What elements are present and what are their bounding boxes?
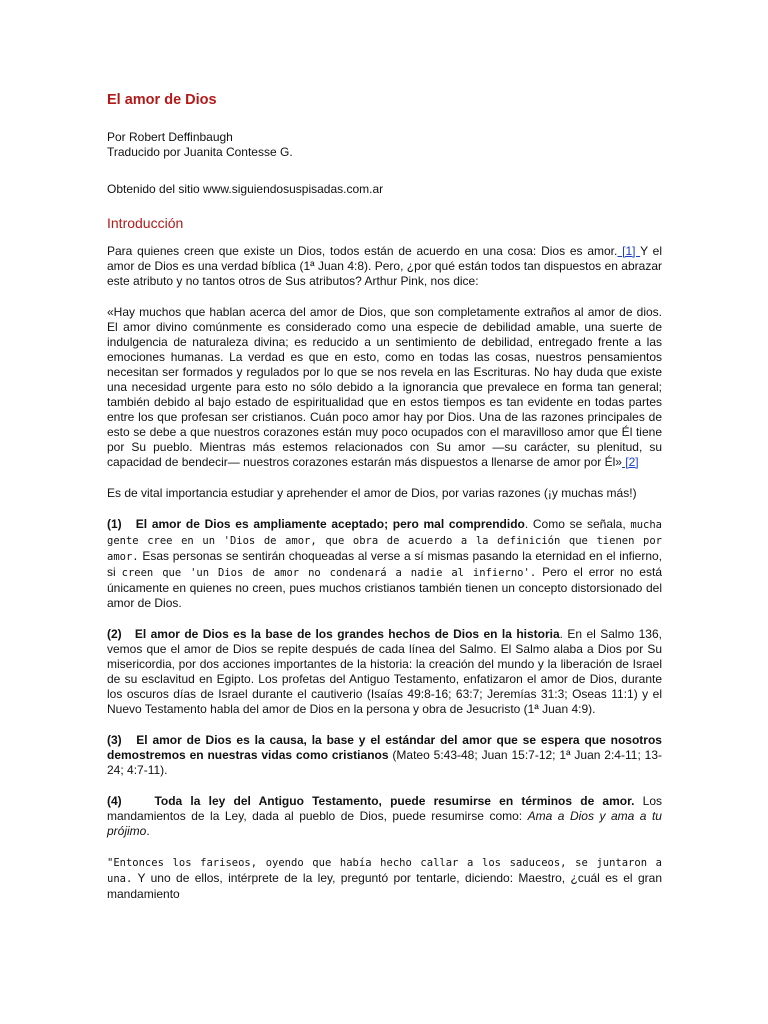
point-4-end: .	[146, 824, 150, 838]
translator-line: Traducido por Juanita Contesse G.	[107, 145, 293, 159]
point-4-italic: Ama a Dios y ama a tu prójimo	[107, 809, 662, 838]
point-2-text: . En el Salmo 136, vemos que el amor de Dios se repite después de cada línea del Salmo. El Salmo alaba a Dios por Su misericordia, por dos acciones importantes de la historia: la creación del mundo y la liberación de Israel de su esclavitud en Egipto. Los profetas del Antiguo Testamento, enfatizaron el amor de Dios, durante los oscuros días de Israel durante el cautiverio (Isaías 49:8-16; 63:7; Jeremías 31:3; Oseas 11:1) y el Nuevo Testamento habla del amor de Dios en la persona y obra de Jesucristo (1ª Juan 4:9).	[107, 627, 662, 716]
point-2-number: (2)	[107, 627, 122, 641]
point-1-text-2: Esas personas se sentirán choqueadas al verse a sí mismas pasando la eternidad en el infierno, si	[107, 549, 662, 579]
point-1-mono-1: mucha gente cree en un 'Dios de amor, que obra de acuerdo a la definición que tienen por amor.	[107, 519, 662, 563]
point-1-text-3: Pero el error no está únicamente en quienes no creen, pues muchos cristianos también tienen un concepto distorsionado del amor de Dios.	[107, 565, 662, 610]
author-line: Por Robert Deffinbaugh	[107, 130, 233, 144]
pink-quote-paragraph	[107, 305, 662, 470]
final-quote-text: Y uno de ellos, intérprete de la ley, preguntó por tentarle, diciendo: Maestro, ¿cuál es el gran mandamiento	[107, 871, 662, 901]
point-4-paragraph	[107, 794, 662, 839]
point-3-text: (Mateo 5:43-48; Juan 15:7-12; 1ª Juan 2:4-11; 13-24; 4:7-11).	[107, 748, 663, 777]
point-4-text: Los mandamientos de la Ley, dada al pueblo de Dios, puede resumirse como:	[107, 794, 662, 823]
point-1-paragraph	[107, 517, 662, 611]
point-1-mono-2: creen que 'un Dios de amor no condenará a nadie al infierno'.	[121, 567, 537, 579]
point-1-text-1: . Como se señala,	[524, 517, 631, 531]
document-title: El amor de Dios	[107, 92, 217, 108]
point-1-number: (1)	[107, 517, 122, 531]
intro-paragraph	[107, 244, 662, 289]
pink-quote-text: «Hay muchos que hablan acerca del amor de Dios, que son completamente extraños al amor de dios. El amor divino comúnmente es considerado como una especie de debilidad amable, una suerte de indulgencia de naturaleza divina; es reducido a un sentimiento de debilidad, entregado frente a las emociones humanas. La verdad es que en esto, como en todas las cosas, nuestros pensamientos necesitan ser formados y regulados por lo que se nos revela en las Escrituras. No hay duda que existe una necesidad urgente para esto no sólo debido a la ignorancia que prevalece en forma tan general; también debido al bajo estado de espiritualidad que en estos tiempos es tan evidente en todas partes entre los que profesan ser cristianos. Cuán poco amor hay por Dios. Una de las razones principales de esto se debe a que nuestros corazones están muy poco ocupados con el maravilloso amor que Él tiene por Su pueblo. Mientras más estemos relacionados con Su amor —su carácter, su plenitud, su capacidad de bendecir— nuestros corazones estarán más dispuestos a llenarse de amor por Él»	[107, 305, 662, 469]
point-1-lead: El amor de Dios es ampliamente aceptado; pero mal comprendido	[135, 517, 525, 531]
intro-text-b: Y el amor de Dios es una verdad bíblica (1ª Juan 4:8). Pero, ¿por qué están todos tan dispuestos en abrazar este atributo y no tantos otros de Sus atributos? Arthur Pink, nos dice:	[107, 244, 663, 288]
vital-importance-paragraph: Es de vital importancia estudiar y aprehender el amor de Dios, por varias razones (¡y muchas más!)	[107, 486, 637, 500]
point-3-lead: El amor de Dios es la causa, la base y el estándar del amor que se espera que nosotros demostremos en nuestras vidas como cristianos	[107, 733, 662, 762]
footnote-link-2[interactable]: [2]	[621, 455, 639, 469]
section-heading-introduccion: Introducción	[107, 215, 184, 231]
point-3-paragraph	[107, 733, 662, 778]
final-quote-mono: "Entonces los fariseos, oyendo que había hecho callar a los saduceos, se juntaron a una.	[107, 857, 662, 885]
intro-text-a: Para quienes creen que existe un Dios, todos están de acuerdo en una cosa: Dios es amor.	[107, 244, 618, 258]
point-4-number: (4)	[107, 794, 122, 808]
point-3-number: (3)	[107, 733, 122, 747]
footnote-link-1[interactable]: [1]	[617, 244, 641, 258]
point-2-paragraph	[107, 627, 662, 717]
final-quote-paragraph	[107, 855, 662, 902]
point-4-lead: Toda la ley del Antiguo Testamento, puede resumirse en términos de amor.	[154, 794, 635, 808]
source-line: Obtenido del sitio www.siguiendosuspisadas.com.ar	[107, 182, 384, 196]
point-2-lead: El amor de Dios es la base de los grandes hechos de Dios en la historia	[134, 627, 560, 641]
